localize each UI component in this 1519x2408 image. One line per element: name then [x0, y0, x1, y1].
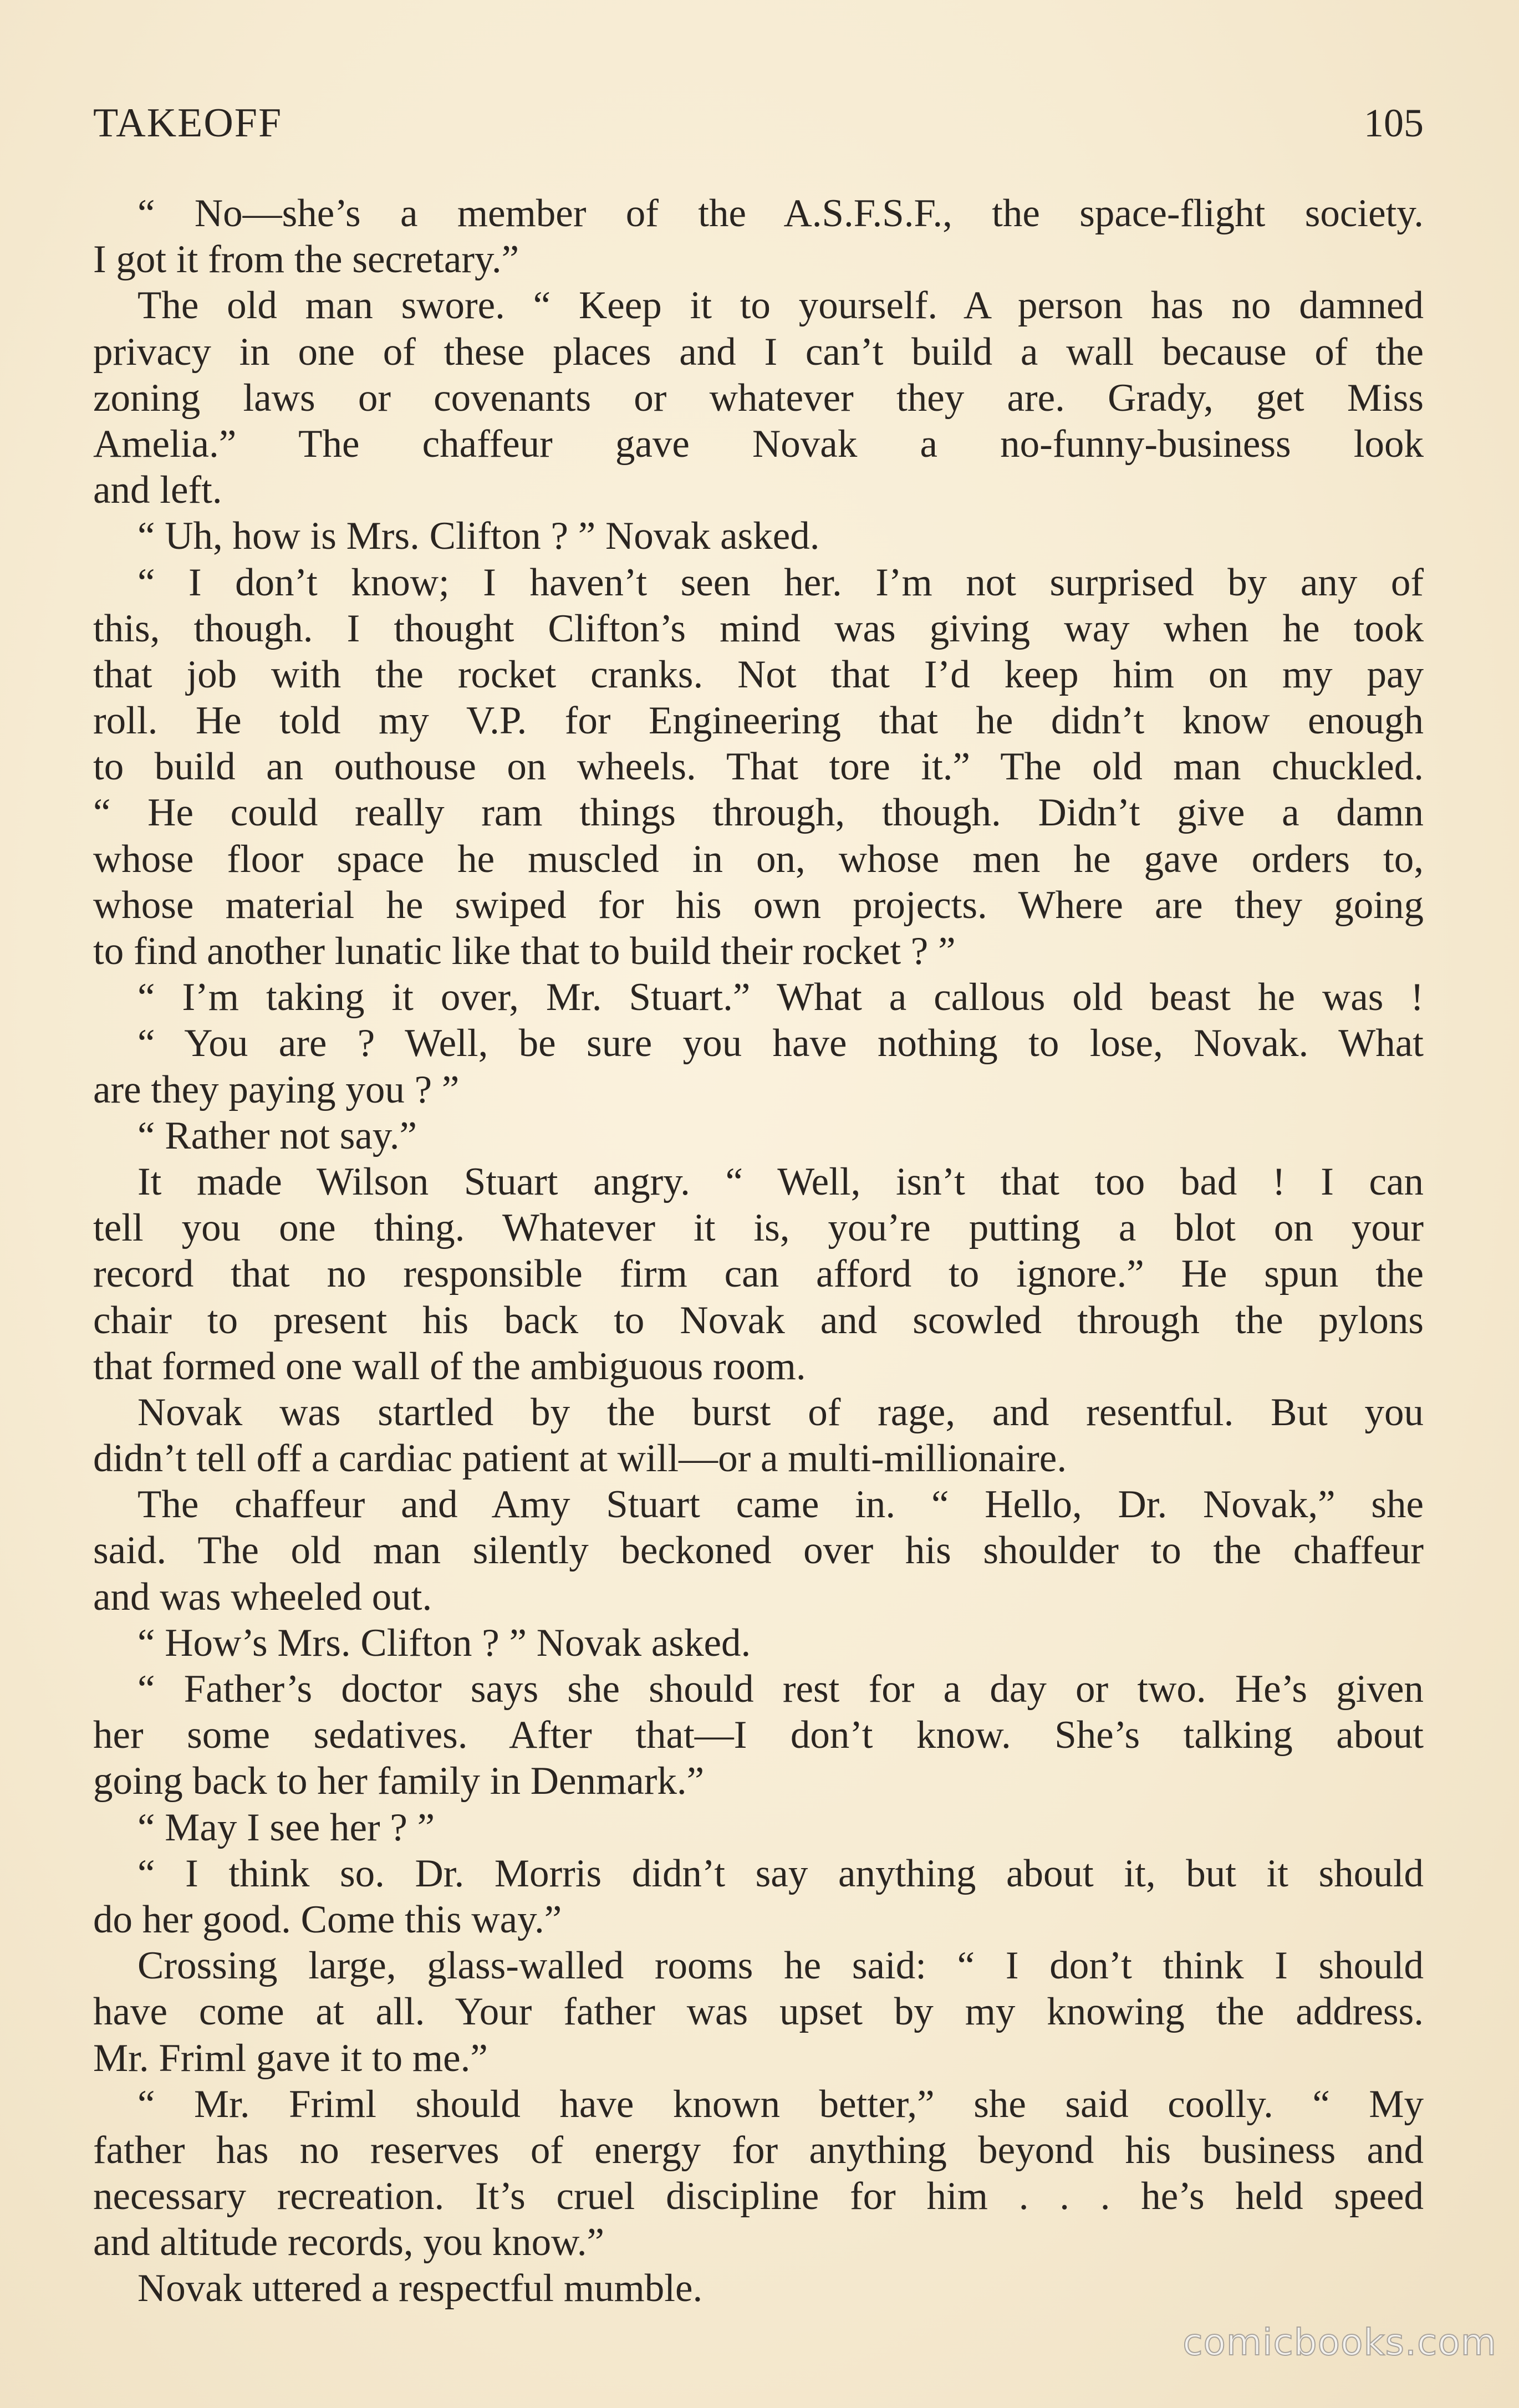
text-line: Novak uttered a respectful mumble.: [137, 2267, 703, 2310]
text-line: and was wheeled out.: [93, 1575, 432, 1619]
text-line: that job with the rocket cranks. Not that I’d keep him on my pay: [93, 652, 1424, 696]
text-line: roll. He told my V.P. for Engineering that he didn’t know enough: [93, 699, 1424, 743]
text-line: her some sedatives. After that—I don’t know. She’s talking about: [93, 1713, 1424, 1757]
text-line: and left.: [93, 468, 222, 512]
text-line: Amelia.” The chaffeur gave Novak a no-funny-business look: [93, 422, 1424, 466]
text-line: record that no responsible firm can afford to ignore.” He spun the: [93, 1252, 1424, 1296]
text-line: “ I’m taking it over, Mr. Stuart.” What a callous old beast he was !: [137, 976, 1424, 1019]
text-line: “ Uh, how is Mrs. Clifton ? ” Novak asked.: [137, 514, 820, 558]
text-line: going back to her family in Denmark.”: [93, 1759, 705, 1803]
text-line: chair to present his back to Novak and scowled through the pylons: [93, 1298, 1424, 1342]
text-line: The old man swore. “ Keep it to yourself. A person has no damned: [137, 284, 1424, 328]
running-head: [93, 95, 1424, 151]
text-line: tell you one thing. Whatever it is, you’re putting a blot on your: [93, 1206, 1424, 1250]
text-line: “ May I see her ? ”: [137, 1805, 435, 1849]
text-line: Crossing large, glass-walled rooms he said: “ I don’t think I should: [137, 1944, 1424, 1988]
text-line: “ No—she’s a member of the A.S.F.S.F., the space-flight society.: [137, 192, 1424, 235]
text-line: whose material he swiped for his own projects. Where are they going: [93, 883, 1424, 927]
text-line: didn’t tell off a cardiac patient at will—or a multi-millionaire.: [93, 1437, 1067, 1481]
text-line: this, though. I thought Clifton’s mind was giving way when he took: [93, 606, 1424, 650]
text-line: and altitude records, you know.”: [93, 2221, 605, 2264]
text-line: “ He could really ram things through, though. Didn’t give a damn: [93, 791, 1424, 835]
text-line: “ Father’s doctor says she should rest for a day or two. He’s given: [137, 1667, 1424, 1711]
text-line: said. The old man silently beckoned over his shoulder to the chaffeur: [93, 1529, 1424, 1573]
text-line: privacy in one of these places and I can’t build a wall because of the: [93, 330, 1424, 374]
text-line: have come at all. Your father was upset by my knowing the address.: [93, 1990, 1424, 2034]
text-line: necessary recreation. It’s cruel discipline for him . . . he’s held speed: [93, 2175, 1424, 2218]
text-line: “ How’s Mrs. Clifton ? ” Novak asked.: [137, 1621, 751, 1665]
text-line: zoning laws or covenants or whatever they are. Grady, get Miss: [93, 376, 1424, 420]
body-text: [93, 191, 1424, 2312]
page-number: 105: [1364, 101, 1424, 145]
text-line: are they paying you ? ”: [93, 1068, 460, 1111]
text-line: It made Wilson Stuart angry. “ Well, isn’t that too bad ! I can: [137, 1160, 1424, 1203]
text-line: I got it from the secretary.”: [93, 238, 519, 282]
text-line: Mr. Friml gave it to me.”: [93, 2036, 488, 2080]
text-line: The chaffeur and Amy Stuart came in. “ Hello, Dr. Novak,” she: [137, 1483, 1424, 1527]
text-line: do her good. Come this way.”: [93, 1897, 562, 1941]
text-line: “ You are ? Well, be sure you have nothing to lose, Novak. What: [137, 1022, 1424, 1065]
text-line: that formed one wall of the ambiguous room.: [93, 1344, 806, 1388]
text-line: “ I think so. Dr. Morris didn’t say anything about it, but it should: [137, 1851, 1424, 1895]
text-line: “ I don’t know; I haven’t seen her. I’m not surprised by any of: [137, 560, 1424, 604]
text-line: “ Rather not say.”: [137, 1114, 417, 1157]
text-line: to find another lunatic like that to build their rocket ? ”: [93, 930, 956, 973]
text-line: father has no reserves of energy for anything beyond his business and: [93, 2128, 1424, 2172]
text-line: to build an outhouse on wheels. That tore it.” The old man chuckled.: [93, 745, 1424, 789]
running-title: TAKEOFF: [93, 100, 283, 146]
text-line: Novak was startled by the burst of rage, and resentful. But you: [137, 1390, 1424, 1434]
text-line: whose floor space he muscled in on, whose men he gave orders to,: [93, 837, 1424, 881]
text-line: “ Mr. Friml should have known better,” she said coolly. “ My: [137, 2082, 1424, 2126]
watermark-logo: comicbooks.com: [1182, 2321, 1497, 2364]
